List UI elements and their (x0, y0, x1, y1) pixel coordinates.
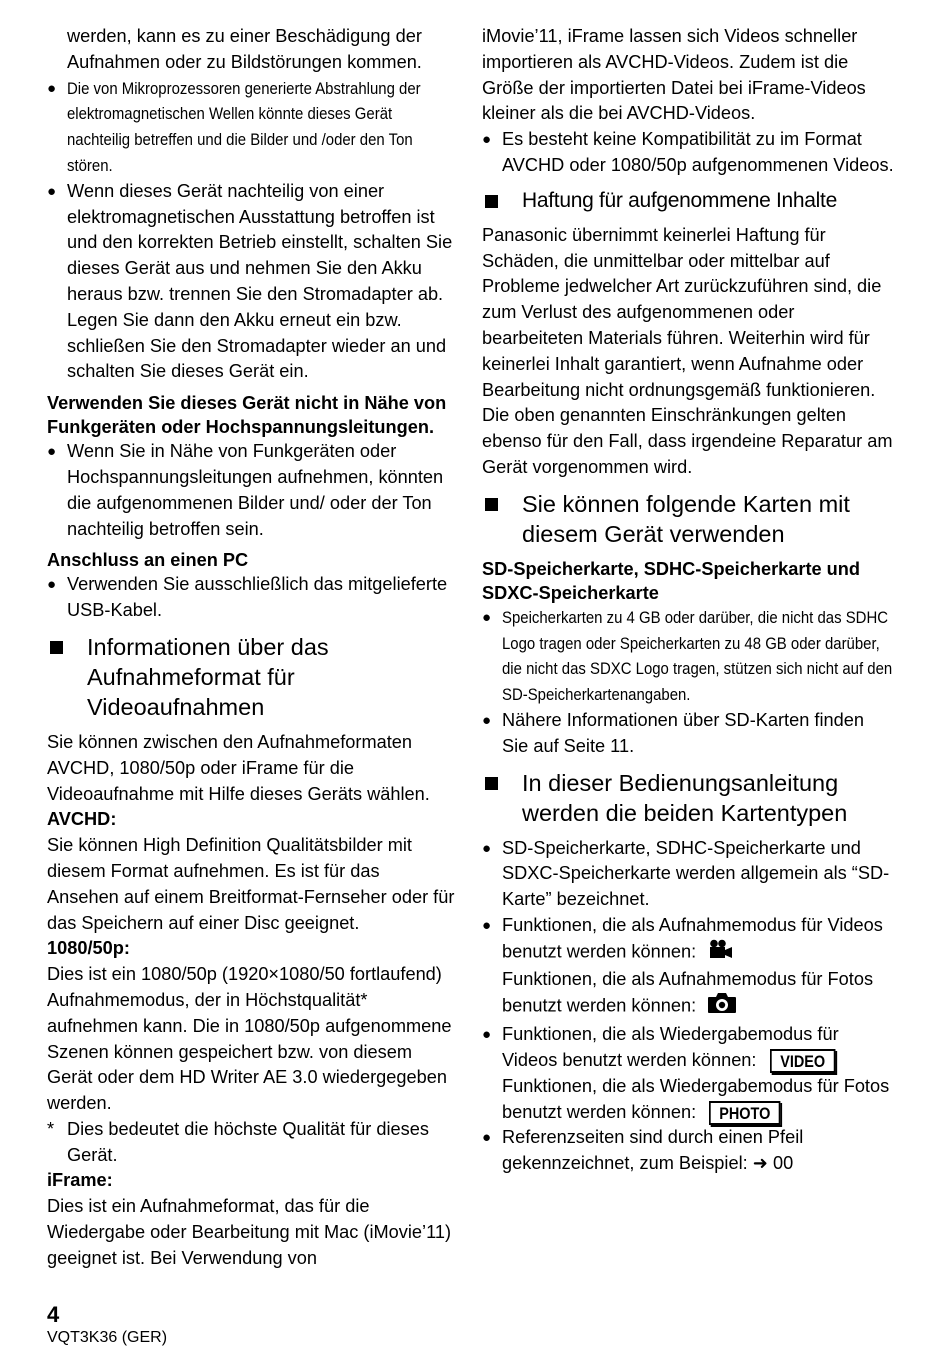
section-heading-text: Haftung für aufgenommene Inhalte (522, 188, 837, 212)
bullet-item (482, 836, 894, 913)
photo-mode-label: PHOTO (709, 1101, 781, 1125)
bullet-item (482, 1022, 894, 1125)
square-bullet-icon (485, 777, 498, 790)
bullet-icon: ● (482, 1129, 492, 1147)
bullet-text: Verwenden Sie ausschließlich das mitgelieferte USB-Kabel. (67, 574, 448, 621)
term-label: 1080/50p: (47, 938, 130, 959)
section-heading-text: In dieser Bedienungsanleitung werden die beiden Kartentypen (522, 769, 848, 826)
page-number: 4 (47, 1302, 60, 1327)
bullet-icon: ● (47, 443, 57, 461)
bullet-item (47, 572, 455, 624)
section-heading (482, 187, 894, 215)
bullet-icon: ● (47, 79, 57, 97)
bullet-item (47, 76, 455, 179)
right-column (482, 24, 894, 1177)
bullet-text: SD-Speicherkarte, SDHC-Speicherkarte und SDXC-Speicherkarte werden allgemein als “SD-Karte” bezeichnet. (502, 837, 890, 910)
section-heading (482, 489, 894, 549)
paragraph: Sie können High Definition Qualitätsbilder mit diesem Format aufnehmen. Es ist für das Ansehen auf einem Breitformat-Fernseher oder für das Speichern auf einer Disc geeignet. (47, 835, 455, 933)
photo-camera-icon (707, 992, 737, 1022)
bullet-item (482, 605, 894, 708)
bullet-icon: ● (482, 839, 492, 857)
footnote-text: Dies bedeutet die höchste Qualität für dieses Gerät. (67, 1118, 429, 1165)
video-camera-icon (707, 939, 733, 967)
bullet-text: Funktionen, die als Wiedergabemodus für Fotos benutzt werden können: (502, 1075, 890, 1122)
section-heading (47, 632, 455, 722)
paragraph: Panasonic übernimmt keinerlei Haftung für Schäden, die unmittelbar oder mittelbar auf Probleme jedwelcher Art zurückzuführen sind, die zum Verlust des aufgenommenen oder bearbeiteten Materials führen. Weiterhin wird für keinerlei Inhalt garantiert, wenn Aufnahme oder Bearbeitung nicht ordnungsgemäß funktionieren. Die oben genannten Einschränkungen gelten ebenso für den Fall, dass irgendeine Reparatur am Gerät vorgenommen wird. (482, 224, 893, 477)
paragraph: Dies ist ein Aufnahmeformat, das für die Wiedergabe oder Bearbeitung mit Mac (iMovie’11) geeignet ist. Bei Verwendung von (47, 1196, 452, 1268)
bullet-icon: ● (482, 131, 492, 149)
section-heading-text: Informationen über das Aufnahmeformat für Videoaufnahmen (87, 633, 329, 720)
bullet-text: Funktionen, die als Aufnahmemodus für Fotos benutzt werden können: (502, 968, 874, 1017)
bullet-item (482, 127, 894, 179)
bullet-item (482, 913, 894, 1022)
bullet-text: Funktionen, die als Wiedergabemodus für Videos benutzt werden können: (502, 1024, 839, 1070)
term-label: iFrame: (47, 1170, 113, 1191)
bullet-text: Wenn Sie in Nähe von Funkgeräten oder Hochspannungsleitungen aufnehmen, könnten die aufgenommenen Bilder und/ oder der Ton nachteilig betroffen sein. (67, 441, 444, 539)
square-bullet-icon (485, 498, 498, 511)
bullet-item (482, 1125, 894, 1177)
subheading: Anschluss an einen PC (47, 550, 249, 571)
document-code: VQT3K36 (GER) (47, 1329, 168, 1346)
paragraph: Dies ist ein 1080/50p (1920×1080/50 fortlaufend) Aufnahmemodus, der in Höchstqualität* aufnehmen kann. Die in 1080/50p aufgenommene Szenen können gespeichert bzw. von diesem Gerät oder dem HD Writer AE 3.0 wiedergegeben werden. (47, 964, 452, 1114)
asterisk-mark: * (47, 1118, 55, 1139)
square-bullet-icon (50, 641, 63, 654)
subheading: Verwenden Sie dieses Gerät nicht in Nähe von Funkgeräten oder Hochspannungsleitungen. (47, 393, 447, 438)
bullet-text: Funktionen, die als Aufnahmemodus für Videos benutzt werden können: (502, 914, 883, 962)
bullet-icon: ● (482, 608, 492, 626)
bullet-icon: ● (482, 916, 492, 934)
bullet-item (47, 439, 455, 542)
bullet-item (482, 708, 894, 760)
section-heading-text: Sie können folgende Karten mit diesem Gerät verwenden (522, 490, 850, 547)
paragraph: iMovie’11, iFrame lassen sich Videos schneller importieren als AVCHD-Videos. Zudem ist die Größe der importierten Datei bei iFrame-Videos kleiner als die bei AVCHD-Videos. (482, 26, 866, 124)
bullet-text: Es besteht keine Kompatibilität zu im Format AVCHD oder 1080/50p aufgenommenen Videos. (502, 129, 894, 175)
square-bullet-icon (485, 195, 498, 208)
bullet-text: Die von Mikroprozessoren generierte Abstrahlung der elektromagnetischen Wellen könnte dieses Gerät nachteilig betreffen und die Bilder und /oder den Ton stören. (67, 78, 421, 175)
bullet-icon: ● (47, 576, 57, 594)
paragraph: Sie können zwischen den Aufnahmeformaten AVCHD, 1080/50p oder iFrame für die Videoaufnahme mit Hilfe dieses Geräts wählen. (47, 731, 430, 804)
bullet-text: Nähere Informationen über SD-Karten finden Sie auf Seite 11. (502, 709, 864, 756)
subheading: SD-Speicherkarte, SDHC-Speicherkarte und SDXC-Speicherkarte (482, 558, 861, 603)
term-label: AVCHD: (47, 809, 117, 830)
bullet-item (47, 179, 455, 385)
left-column (47, 24, 455, 1272)
bullet-icon: ● (482, 711, 492, 729)
continued-paragraph: werden, kann es zu einer Beschädigung der Aufnahmen oder zu Bildstörungen kommen. (67, 26, 422, 72)
video-mode-label: VIDEO (770, 1049, 835, 1073)
bullet-text: Speicherkarten zu 4 GB oder darüber, die nicht das SDHC Logo tragen oder Speicherkarten zu 48 GB oder darüber, die nicht das SDXC Logo tragen, stützen sich nicht auf den SD-Speicherkartenangaben. (502, 607, 893, 705)
footnote (47, 1117, 455, 1169)
bullet-text: Referenzseiten sind durch einen Pfeil gekennzeichnet, zum Beispiel: ➜ 00 (502, 1127, 804, 1174)
bullet-text: Wenn dieses Gerät nachteilig von einer elektromagnetischen Ausstattung betroffen ist und den korrekten Betrieb einstellt, schalten Sie dieses Gerät aus und nehmen Sie den Akku heraus bzw. trennen Sie den Stromadapter ab. Legen Sie dann den Akku erneut ein bzw. schließen Sie den Stromadapter wieder an und schalten Sie dieses Gerät ein. (67, 180, 453, 382)
bullet-icon: ● (482, 1026, 492, 1044)
section-heading (482, 768, 894, 828)
page-footer (47, 1302, 167, 1348)
bullet-icon: ● (47, 182, 57, 200)
